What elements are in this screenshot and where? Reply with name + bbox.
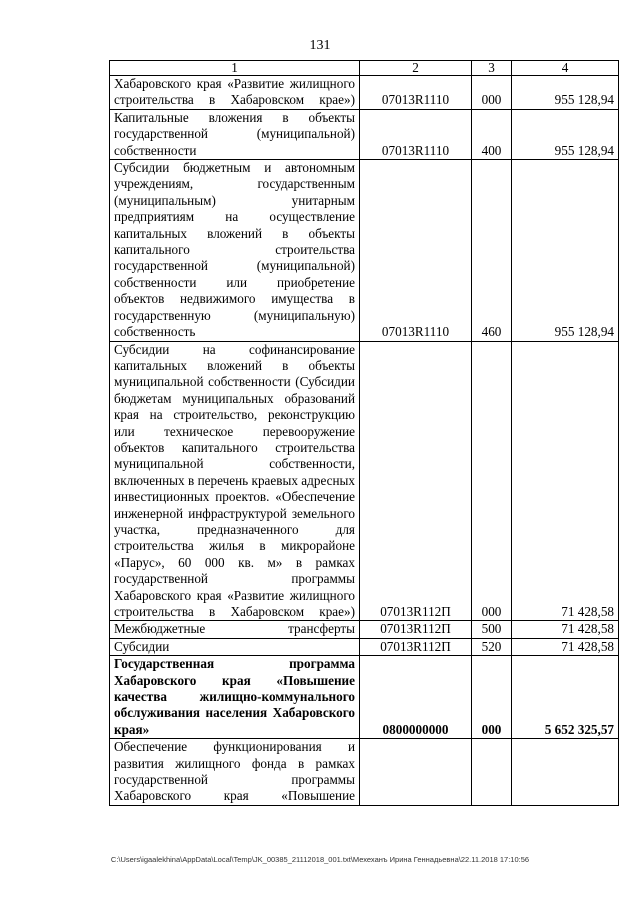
row-description: Капитальные вложения в объекты государственной (муниципальной) собственности bbox=[110, 109, 360, 159]
row-code: 0800000000 bbox=[360, 656, 472, 739]
header-col-4: 4 bbox=[512, 61, 619, 76]
row-code: 07013R112П bbox=[360, 621, 472, 638]
header-col-1: 1 bbox=[110, 61, 360, 76]
table-row bbox=[110, 109, 619, 159]
header-col-2: 2 bbox=[360, 61, 472, 76]
row-description: Субсидии бюджетным и автономным учреждениям, государственным (муниципальным) унитарным предприятиям на осуществление капитальных вложений в объекты капитального строительства государственной (муниципальной) собственности или приобретение объектов недвижимого имущества в государственную (муниципальную) собственность bbox=[110, 160, 360, 341]
row-code: 07013R112П bbox=[360, 638, 472, 655]
row-description: Субсидии на софинансирование капитальных вложений в объекты муниципальной собственности (Субсидии бюджетам муниципальных образований края на строительство, реконструкцию или техническое перевооружение объектов капитального строительства муниципальной собственности, включенных в перечень краевых адресных инвестиционных проектов. «Обеспечение инженерной инфраструктурой земельного участка, предназначенного для строительства жилья в микрорайоне «Парус», 60 000 кв. м» в рамках государственной программы Хабаровского края «Развитие жилищного строительства в Хабаровском крае») bbox=[110, 341, 360, 621]
row-type: 500 bbox=[472, 621, 512, 638]
row-code: 07013R1110 bbox=[360, 109, 472, 159]
table-row bbox=[110, 160, 619, 341]
row-description: Межбюджетные трансферты bbox=[110, 621, 360, 638]
row-amount: 71 428,58 bbox=[512, 621, 619, 638]
row-amount: 71 428,58 bbox=[512, 638, 619, 655]
row-code bbox=[360, 739, 472, 806]
row-amount: 955 128,94 bbox=[512, 109, 619, 159]
header-col-3: 3 bbox=[472, 61, 512, 76]
row-code: 07013R1110 bbox=[360, 76, 472, 110]
table-row bbox=[110, 739, 619, 806]
table-header-row bbox=[110, 61, 619, 76]
row-amount: 71 428,58 bbox=[512, 341, 619, 621]
row-type: 520 bbox=[472, 638, 512, 655]
row-type: 000 bbox=[472, 76, 512, 110]
budget-table bbox=[109, 60, 619, 806]
row-amount: 955 128,94 bbox=[512, 160, 619, 341]
row-type bbox=[472, 739, 512, 806]
row-type: 000 bbox=[472, 656, 512, 739]
table-row bbox=[110, 621, 619, 638]
row-description: Государственная программа Хабаровского края «Повышение качества жилищно-коммунального обслуживания населения Хабаровского края» bbox=[110, 656, 360, 739]
table-row bbox=[110, 341, 619, 621]
file-path-footer: C:\Users\igaalekhina\AppData\Local\Temp\JK_00385_21112018_001.txt\Мехеханъ Ирина Геннадьевна\22.11.2018 17:10:56 bbox=[110, 855, 530, 864]
page-number: 131 bbox=[309, 38, 331, 53]
row-amount: 5 652 325,57 bbox=[512, 656, 619, 739]
row-type: 000 bbox=[472, 341, 512, 621]
row-amount: 955 128,94 bbox=[512, 76, 619, 110]
row-code: 07013R112П bbox=[360, 341, 472, 621]
row-type: 460 bbox=[472, 160, 512, 341]
table-row bbox=[110, 76, 619, 110]
table-row bbox=[110, 638, 619, 655]
table-row-program-total bbox=[110, 656, 619, 739]
row-description: Обеспечение функционирования и развития жилищного фонда в рамках государственной программы Хабаровского края «Повышение bbox=[110, 739, 360, 806]
row-description: Хабаровского края «Развитие жилищного строительства в Хабаровском крае») bbox=[110, 76, 360, 110]
row-description: Субсидии bbox=[110, 638, 360, 655]
row-type: 400 bbox=[472, 109, 512, 159]
row-amount bbox=[512, 739, 619, 806]
row-code: 07013R1110 bbox=[360, 160, 472, 341]
